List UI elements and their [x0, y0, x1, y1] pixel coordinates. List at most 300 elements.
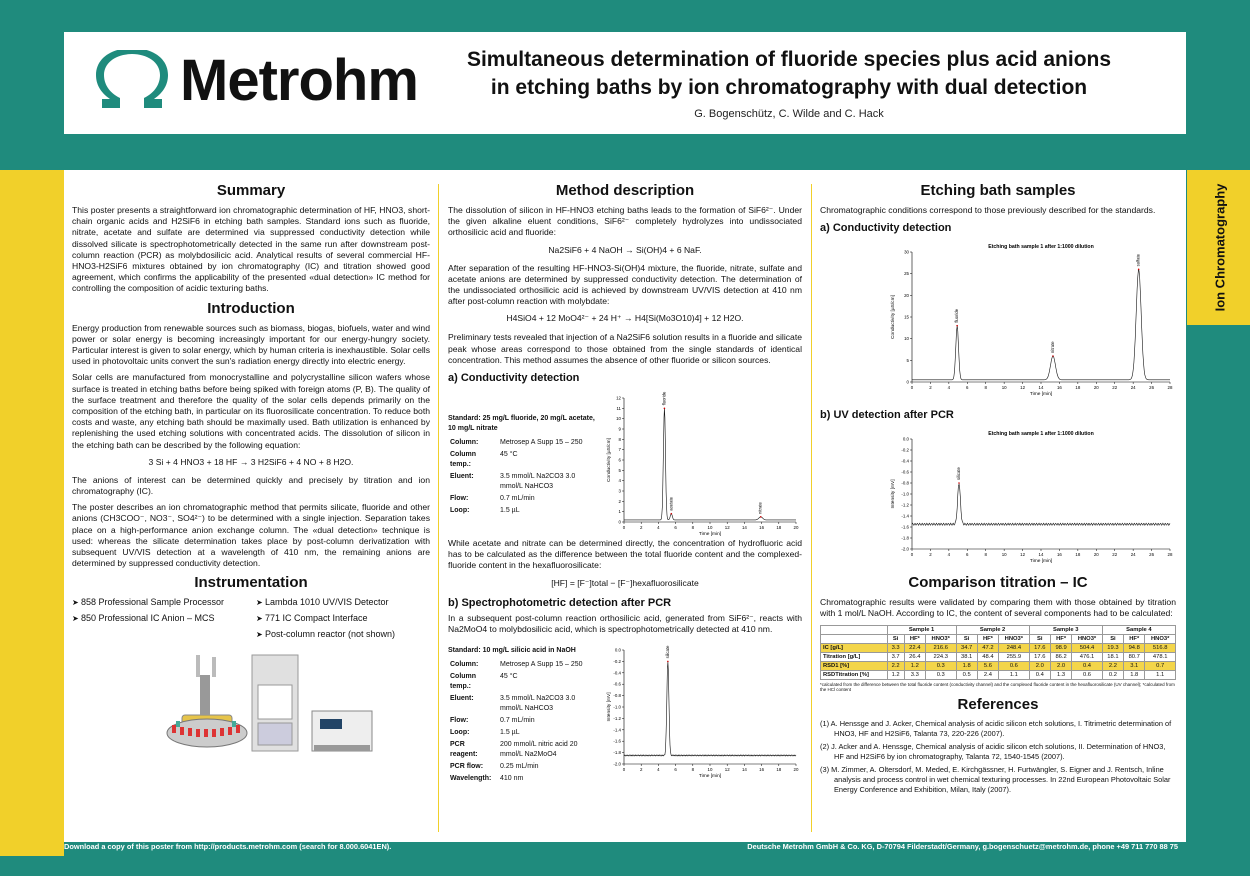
y-axis-label: Conductivity [µS/cm]	[891, 295, 896, 340]
chromatogram-line	[624, 662, 796, 756]
x-tick-label: 6	[674, 525, 677, 531]
table-cell: 224.3	[925, 652, 956, 661]
poster-body	[64, 170, 1186, 842]
spec-row	[450, 494, 596, 504]
y-tick-label: 2	[618, 498, 621, 504]
instrument-photo	[142, 645, 402, 763]
spec-row	[450, 740, 596, 760]
x-tick-label: 6	[674, 767, 677, 773]
table-cell: 86.2	[1050, 652, 1071, 661]
x-tick-label: 20	[1093, 552, 1099, 558]
spec-key: Loop:	[450, 507, 470, 515]
y-tick-label: 5	[906, 358, 909, 364]
table-cell: 476.1	[1072, 652, 1103, 661]
y-tick-label: -1.6	[901, 524, 909, 530]
x-tick-label: 0	[622, 525, 626, 531]
y-axis-label: Intensity [mV]	[607, 692, 612, 722]
sample-header: Sample 2	[956, 625, 1029, 634]
spec-value: 0.7 mL/min	[500, 717, 535, 725]
table-cell: 0.6	[999, 661, 1030, 670]
x-tick-label: 16	[759, 525, 765, 531]
chart-title: Etching bath sample 1 after 1:1000 dilution	[988, 244, 1094, 251]
table-cell: 1.8	[1124, 670, 1145, 679]
comparison-heading: Comparison titration – IC	[908, 574, 1088, 592]
table-cell: 80.7	[1124, 652, 1145, 661]
y-tick-label: 5	[618, 467, 621, 473]
chart-standard-conductivity	[602, 388, 802, 538]
method-p5: In a subsequent post-column reaction orthosilicic acid, generated from SiF6²⁻, reacts with Na2MoO4 to molybdosilicic acid, which is spectrophotometrically detected at 410 nm.	[448, 612, 802, 634]
reference-item: (2) J. Acker and A. Henssge, Chemical analysis of acidic silicon etch solutions, II. Determination of HNO3, HF and H2SiF6 by ion chromatography, Talanta 72, 1540-1545 (2007).	[820, 741, 1166, 761]
table-cell: 3.7	[887, 652, 904, 661]
row-label: IC [g/L]	[821, 643, 888, 652]
sample-header: Sample 3	[1029, 625, 1102, 634]
table-cell: 1.2	[887, 670, 904, 679]
sample-header: Sample 1	[887, 625, 956, 634]
y-tick-label: 30	[904, 249, 909, 255]
summary-text: This poster presents a straightforward ion chromatographic determination of HF, HNO3, short-chain organic acids and H2SiF6 in etching bath samples. Standard ions such as fluoride, nitrate, acetate and sulfate are determined via suppressed conductivity detection while dissolved silicate is spectrophotometrically detected in the same run after downstream post-column reaction (PCR) as molybdosilicic acid. Analytical results of several commercial HF-HNO3-H2SiF6 mixtures obtained by ion chromatography (IC) and titration showed good agreement, which confirms the applicability of the presented «dual detection» IC method for controlling the composition of acidic texturing baths.	[72, 205, 430, 294]
spec-key: PCR flow:	[450, 763, 484, 771]
y-tick-label: -1.0	[613, 704, 621, 710]
side-label-text: Ion Chromatography	[1212, 183, 1228, 312]
table-cell: 478.1	[1145, 652, 1176, 661]
y-tick-label: -1.4	[613, 727, 621, 733]
y-tick-label: 4	[618, 478, 621, 484]
intro-heading: Introduction	[207, 299, 295, 317]
x-tick-label: 18	[776, 525, 782, 531]
y-tick-label: 11	[616, 405, 621, 411]
table-cell: 1.1	[999, 670, 1030, 679]
table-cell: 0.7	[1145, 661, 1176, 670]
chart-sample-conductivity	[886, 238, 1176, 398]
x-axis-label: Time [min]	[1029, 559, 1053, 565]
y-tick-label: -1.2	[901, 502, 909, 508]
intro-p1: Energy production from renewable sources such as biomass, biogas, biofuels, water and wind power or solar energy is becoming increasingly important for our energy-hungry society. Particular interest is given to solar energy, which by human criteria is inexhaustible. Solar cells used in photovoltaic units convert the sun's radiation energy directly into electric energy.	[72, 322, 430, 367]
x-axis-label: Time [min]	[698, 774, 722, 780]
x-tick-label: 12	[724, 767, 730, 773]
spec-value: 200 mmol/L nitric acid 20 mmol/L Na2MoO4	[500, 741, 578, 759]
peak-label: sulfate	[1135, 254, 1141, 267]
method-eq3: [HF] = [F⁻]total − [F⁻]hexafluorosilicate	[551, 577, 699, 588]
x-tick-label: 14	[1038, 385, 1044, 391]
chromatogram-line	[912, 270, 1170, 380]
instrument-item: ➤ 771 IC Compact Interface	[256, 613, 430, 623]
component-header: Si	[956, 634, 977, 643]
column-divider	[811, 184, 812, 832]
y-tick-label: -2.0	[613, 761, 621, 767]
x-tick-label: 10	[707, 525, 713, 531]
table-cell: 504.4	[1072, 643, 1103, 652]
spec-row	[450, 774, 596, 784]
conductivity-block	[448, 388, 802, 538]
x-tick-label: 12	[724, 525, 730, 531]
comparison-table	[820, 625, 1176, 680]
table-cell: 255.9	[999, 652, 1030, 661]
table-cell: 0.6	[1072, 670, 1103, 679]
etching-heading: Etching bath samples	[920, 182, 1076, 199]
instrumentation-heading: Instrumentation	[194, 574, 308, 592]
x-tick-label: 4	[657, 767, 660, 773]
peak-label: nitrate	[757, 502, 763, 514]
y-tick-label: -1.8	[613, 750, 621, 756]
table-cell: 248.4	[999, 643, 1030, 652]
table-cell: 1.3	[1050, 670, 1071, 679]
spec-key: Eluent:	[450, 695, 474, 703]
column-left	[72, 178, 430, 836]
method-eq1: Na2SiF6 + 4 NaOH → Si(OH)4 + 6 NaF.	[548, 244, 702, 255]
reference-item: (1) A. Henssge and J. Acker, Chemical analysis of acidic silicon etch solutions, I. Titrimetric determination of HNO3, HF and H2SiF6, Talanta 73, 220-226 (2007).	[820, 718, 1172, 738]
x-tick-label: 20	[793, 525, 799, 531]
component-header: Si	[1029, 634, 1050, 643]
spec-row	[450, 450, 596, 470]
x-tick-label: 10	[707, 767, 713, 773]
y-tick-label: 0	[618, 519, 621, 525]
peak-marker	[671, 513, 673, 515]
component-header: Si	[887, 634, 904, 643]
table-cell: 2.4	[977, 670, 998, 679]
y-tick-label: 6	[618, 457, 621, 463]
table-cell: 3.1	[1124, 661, 1145, 670]
poster-header	[64, 32, 1186, 134]
x-tick-label: 4	[947, 385, 951, 391]
table-cell: 98.9	[1050, 643, 1071, 652]
row-label: RSDTitration [%]	[821, 670, 888, 679]
table-cell: 0.4	[1072, 661, 1103, 670]
table-cell: 2.0	[1029, 661, 1050, 670]
table-cell: 1.1	[1145, 670, 1176, 679]
spec-value: 1.5 µL	[500, 729, 520, 737]
peak-label: acetate	[668, 497, 674, 511]
spec-value: 3.5 mmol/L Na2CO3 3.0 mmol/L NaHCO3	[500, 473, 576, 491]
table-cell: 0.4	[1029, 670, 1050, 679]
spec-key: Column temp.:	[450, 673, 477, 691]
peak-marker	[958, 482, 960, 484]
peak-label: silicate	[664, 645, 670, 659]
spec-row	[450, 672, 596, 692]
table-row	[821, 652, 1176, 661]
y-tick-label: 8	[618, 436, 621, 442]
y-tick-label: 3	[618, 488, 621, 494]
x-tick-label: 8	[691, 767, 695, 773]
x-tick-label: 4	[947, 552, 951, 558]
etching-sub-b: b) UV detection after PCR	[820, 409, 954, 422]
table-cell: 2.2	[887, 661, 904, 670]
peak-label: silicate	[955, 467, 961, 481]
summary-heading: Summary	[216, 182, 286, 199]
spec-a-table	[448, 436, 598, 518]
spec-a	[448, 388, 598, 538]
component-header: HF*	[1050, 634, 1071, 643]
chromatogram-line	[624, 408, 796, 520]
logo	[92, 50, 418, 112]
spec-key: Column temp.:	[450, 451, 477, 469]
peak-marker	[956, 325, 958, 327]
table-cell: 17.6	[1029, 652, 1050, 661]
x-tick-label: 20	[793, 767, 799, 773]
spec-b-table	[448, 658, 598, 786]
peak-label: nitrate	[1049, 341, 1055, 354]
table-cell: 0.2	[1102, 670, 1123, 679]
spec-row	[450, 728, 596, 738]
y-tick-label: 10	[616, 416, 621, 422]
poster-title	[394, 46, 1184, 102]
table-cell: 34.7	[956, 643, 977, 652]
spec-row	[450, 660, 596, 670]
comparison-text: Chromatographic results were validated by comparing them with those obtained by titration with 1 mol/L NaOH. According to IC, the content of several components had to be calculated:	[820, 597, 1176, 619]
component-header: HF*	[1124, 634, 1145, 643]
table-corner	[821, 625, 888, 634]
uv-block	[448, 640, 802, 786]
x-tick-label: 2	[639, 767, 643, 773]
x-tick-label: 18	[1075, 385, 1081, 391]
spec-row	[450, 762, 596, 772]
sample-header: Sample 4	[1102, 625, 1175, 634]
spec-key: Eluent:	[450, 473, 474, 481]
y-tick-label: -1.2	[613, 715, 621, 721]
y-tick-label: 10	[904, 336, 909, 342]
yellow-side-bar	[0, 170, 64, 856]
spec-row	[450, 472, 596, 492]
table-cell: 2.2	[1102, 661, 1123, 670]
x-tick-label: 16	[1056, 385, 1062, 391]
spec-row	[450, 506, 596, 516]
intro-equation: 3 Si + 4 HNO3 + 18 HF → 3 H2SiF6 + 4 NO + 8 H2O.	[148, 456, 354, 467]
footer-download-link[interactable]: Download a copy of this poster from http://products.metrohm.com (search for 8.000.6041EN).	[64, 842, 392, 851]
y-tick-label: 0.0	[614, 647, 621, 653]
table-cell: 19.3	[1102, 643, 1123, 652]
table-cell: 38.1	[956, 652, 977, 661]
component-header: HNO3*	[1145, 634, 1176, 643]
component-header: HNO3*	[999, 634, 1030, 643]
method-sub-b: b) Spectrophotometric detection after PCR	[448, 596, 672, 609]
method-sub-a: a) Conductivity detection	[448, 372, 580, 385]
peak-marker	[667, 661, 669, 663]
title-line-1: Simultaneous determination of fluoride species plus acid anions	[466, 48, 1112, 71]
y-tick-label: -0.8	[901, 480, 909, 486]
table-cell: 216.6	[925, 643, 956, 652]
row-label: RSD1 [%]	[821, 661, 888, 670]
table-row	[821, 643, 1176, 652]
chart-standard-uv	[602, 640, 802, 780]
table-cell: 94.8	[1124, 643, 1145, 652]
instrument-list	[72, 597, 430, 639]
table-cell: 0.3	[925, 661, 956, 670]
x-tick-label: 8	[984, 552, 987, 558]
x-tick-label: 24	[1130, 385, 1136, 391]
poster-footer	[64, 842, 1186, 856]
spec-b-title: Standard: 10 mg/L silicic acid in NaOH	[448, 647, 576, 655]
y-tick-label: 12	[616, 395, 621, 401]
table-cell: 18.1	[1102, 652, 1123, 661]
authors: G. Bogenschütz, C. Wilde and C. Hack	[694, 108, 884, 120]
table-row	[821, 670, 1176, 679]
method-p4: While acetate and nitrate can be determined directly, the concentration of hydrofluoric acid has to be calculated as the difference between the total fluoride content and the complexed-fluoride content in the hexafluorosilicate:	[448, 538, 802, 571]
instrument-item: ➤ 858 Professional Sample Processor	[72, 597, 246, 607]
spec-a-title: Standard: 25 mg/L fluoride, 20 mg/L acetate, 10 mg/L nitrate	[448, 415, 595, 433]
component-header: HF*	[904, 634, 925, 643]
spec-key: Column:	[450, 439, 479, 447]
x-tick-label: 10	[1001, 385, 1007, 391]
table-corner	[821, 634, 888, 643]
x-axis-label: Time [min]	[698, 532, 722, 538]
spec-value: Metrosep A Supp 15 – 250	[500, 661, 583, 669]
x-tick-label: 4	[657, 525, 660, 531]
y-tick-label: 7	[618, 447, 621, 453]
method-eq2: H4SiO4 + 12 MoO4²⁻ + 24 H⁺ → H4[Si(Mo3O10)4] + 12 H2O.	[506, 313, 744, 324]
table-cell: 1.8	[956, 661, 977, 670]
intro-p3: The anions of interest can be determined quickly and precisely by titration and ion chromatography (IC).	[72, 474, 430, 497]
y-tick-label: -1.6	[613, 738, 621, 744]
x-tick-label: 14	[1038, 552, 1044, 558]
spec-value: 1.5 µL	[500, 507, 520, 515]
y-tick-label: -1.4	[901, 513, 909, 519]
x-tick-label: 22	[1112, 552, 1118, 558]
y-tick-label: -0.8	[613, 693, 621, 699]
table-cell: 17.6	[1029, 643, 1050, 652]
column-divider	[438, 184, 439, 832]
x-tick-label: 26	[1149, 552, 1155, 558]
spec-row	[450, 694, 596, 714]
x-tick-label: 12	[1020, 385, 1026, 391]
spec-value: Metrosep A Supp 15 – 250	[500, 439, 583, 447]
column-middle	[448, 178, 802, 836]
x-tick-label: 6	[966, 385, 969, 391]
spec-value: 0.25 mL/min	[500, 763, 539, 771]
x-tick-label: 12	[1020, 552, 1026, 558]
intro-p2: Solar cells are manufactured from monocrystalline and polycrystalline silicon wafers whose surface is treated in etching baths before being spiked with foreign atoms (P, B). The quality of the surface treatment and therefore the quality of the solar cells depends primarily on the composition of the etching bath, in particular on its fluorosilicate concentration. To reduce both costs and waste, any etching bath should be maximally used. Bath utilization is enhanced by replenishing the used etching solutions with concentrated acids. The dissolution of silicon in the etching bath can be described by the following equation:	[72, 372, 430, 450]
y-tick-label: 20	[904, 293, 909, 299]
y-tick-label: 1	[618, 509, 621, 515]
footer-contact: Deutsche Metrohm GmbH & Co. KG, D-70794 Filderstadt/Germany, g.bogenschuetz@metrohm.de, phone +49 711 770 88 75	[747, 842, 1178, 851]
x-tick-label: 8	[984, 385, 987, 391]
peak-marker	[760, 516, 762, 518]
brand-wordmark: Metrohm	[180, 48, 418, 113]
spec-key: Flow:	[450, 495, 469, 503]
y-axis-label: Intensity [mV]	[891, 479, 896, 509]
table-cell: 26.4	[904, 652, 925, 661]
spec-key: Flow:	[450, 717, 469, 725]
x-tick-label: 0	[910, 552, 914, 558]
y-tick-label: -2.0	[901, 546, 909, 552]
x-axis-label: Time [min]	[1029, 392, 1053, 398]
table-cell: 48.4	[977, 652, 998, 661]
x-tick-label: 18	[776, 767, 782, 773]
y-tick-label: -1.8	[901, 535, 909, 541]
method-p3: Preliminary tests revealed that injection of a Na2SiF6 solution results in a fluoride and silicate peak whose areas correspond to those obtained from the single standards of identical concentration. This method assumes the absence of other fluoride or silicon sources.	[448, 332, 802, 365]
title-line-2: in etching baths by ion chromatography with dual detection	[490, 76, 1088, 99]
spec-key: Column:	[450, 661, 479, 669]
spec-value: 45 °C	[500, 673, 518, 681]
spec-row	[450, 716, 596, 726]
x-tick-label: 16	[1056, 552, 1062, 558]
peak-label: fluoride	[661, 391, 667, 406]
table-footnote: *calculated from the difference between the total fluoride content (conductivity channel) and the complexed fluoride content in the hexafluorosilicate (UV channel); *calculated from the HCl content	[820, 681, 1175, 692]
x-tick-label: 10	[1001, 552, 1007, 558]
chart-sample-uv	[886, 425, 1176, 565]
y-tick-label: 0.0	[902, 436, 909, 442]
y-tick-label: 25	[904, 271, 909, 277]
table-cell: 1.2	[904, 661, 925, 670]
component-header: HF*	[977, 634, 998, 643]
omega-icon	[92, 50, 172, 112]
instrument-item: ➤ Lambda 1010 UV/VIS Detector	[256, 597, 430, 607]
spec-value: 3.5 mmol/L Na2CO3 3.0 mmol/L NaHCO3	[500, 695, 576, 713]
y-tick-label: -0.4	[613, 670, 621, 676]
x-tick-label: 20	[1093, 385, 1099, 391]
y-tick-label: -0.4	[901, 458, 909, 464]
method-p1: The dissolution of silicon in HF-HNO3 etching baths leads to the formation of SiF6²⁻. Under the given alkaline eluent conditions, SiF6²⁻ completely hydrolyzes into undissociated orthosilicic acid and fluoride:	[448, 205, 802, 238]
y-tick-label: 9	[618, 426, 621, 432]
y-tick-label: 15	[904, 314, 909, 320]
peak-label: fluoride	[954, 309, 960, 323]
y-tick-label: -0.6	[613, 681, 621, 687]
table-cell: 47.2	[977, 643, 998, 652]
x-tick-label: 14	[741, 767, 747, 773]
y-tick-label: -0.2	[613, 658, 621, 664]
spec-row	[450, 438, 596, 448]
table-cell: 0.3	[925, 670, 956, 679]
x-tick-label: 16	[759, 767, 765, 773]
table-cell: 3.3	[904, 670, 925, 679]
method-p2: After separation of the resulting HF-HNO3-Si(OH)4 mixture, the fluoride, nitrate, sulfate and acetate anions are determined by suppressed conductivity detection. The determination of the undissociated orthosilicic acid is achieved by downstream UV/VIS detection at 410 nm after post-column reaction with molybdate:	[448, 262, 802, 307]
row-label: Titration [g/L]	[821, 652, 888, 661]
table-cell: 0.5	[956, 670, 977, 679]
x-tick-label: 8	[691, 525, 695, 531]
intro-p4: The poster describes an ion chromatographic method that permits silicate, fluoride and other anions (CH3COO⁻, NO3⁻, SO4²⁻) to be determined with a single injection. Separation takes place on a high-performance anion exchange column. The «dual detection» technique is used: whereas the silicate determination takes place by post-column derivatization with subsequent UV/VIS detection at a wavelength of 410 nm, the remaining anions are determined by suppressed conductivity detection.	[72, 502, 430, 569]
x-tick-label: 28	[1167, 385, 1173, 391]
table-cell: 2.0	[1050, 661, 1071, 670]
references-heading: References	[957, 695, 1039, 713]
x-tick-label: 6	[966, 552, 969, 558]
spec-key: PCR reagent:	[450, 741, 478, 759]
reference-item: (3) M. Zimmer, A. Oltersdorf, M. Meded, E. Kirchgässner, H. Furtwängler, S. Eigner and J. Rentsch, Inline analysis and process control in wet chemical texturing processes. In 22nd European Photovoltaic Solar Energy Conference and Exhibition, Milan, Italy (2007).	[820, 764, 1171, 794]
x-tick-label: 24	[1130, 552, 1136, 558]
instrument-item: ➤ 850 Professional IC Anion – MCS	[72, 613, 246, 623]
x-tick-label: 22	[1112, 385, 1118, 391]
x-tick-label: 28	[1167, 552, 1173, 558]
chromatogram-line	[912, 484, 1170, 525]
y-tick-label: -0.2	[901, 447, 909, 453]
y-tick-label: -1.0	[901, 491, 909, 497]
spec-value: 410 nm	[500, 775, 524, 783]
table-cell: 5.6	[977, 661, 998, 670]
peak-marker	[664, 408, 666, 410]
x-tick-label: 2	[639, 525, 643, 531]
x-tick-label: 2	[929, 552, 932, 558]
chart-title: Etching bath sample 1 after 1:1000 dilution	[988, 431, 1094, 438]
y-axis-label: Conductivity [µS/cm]	[607, 438, 612, 482]
table-cell: 3.3	[887, 643, 904, 652]
x-tick-label: 2	[929, 385, 932, 391]
component-header: Si	[1102, 634, 1123, 643]
x-tick-label: 0	[622, 767, 626, 773]
instrument-item: ➤ Post-column reactor (not shown)	[256, 629, 430, 639]
table-cell: 516.8	[1145, 643, 1176, 652]
spec-key: Loop:	[450, 729, 470, 737]
etching-sub-a: a) Conductivity detection	[820, 222, 952, 235]
etching-intro: Chromatographic conditions correspond to those previously described for the standards.	[820, 205, 1156, 215]
spec-key: Wavelength:	[450, 775, 492, 783]
spec-b	[448, 640, 598, 786]
spec-value: 0.7 mL/min	[500, 495, 535, 503]
spec-value: 45 °C	[500, 451, 518, 459]
x-tick-label: 0	[910, 385, 914, 391]
table-row	[821, 661, 1176, 670]
column-right	[820, 178, 1176, 836]
peak-marker	[1052, 355, 1054, 357]
x-tick-label: 18	[1075, 552, 1081, 558]
table-cell: 22.4	[904, 643, 925, 652]
y-tick-label: -0.6	[901, 469, 909, 475]
